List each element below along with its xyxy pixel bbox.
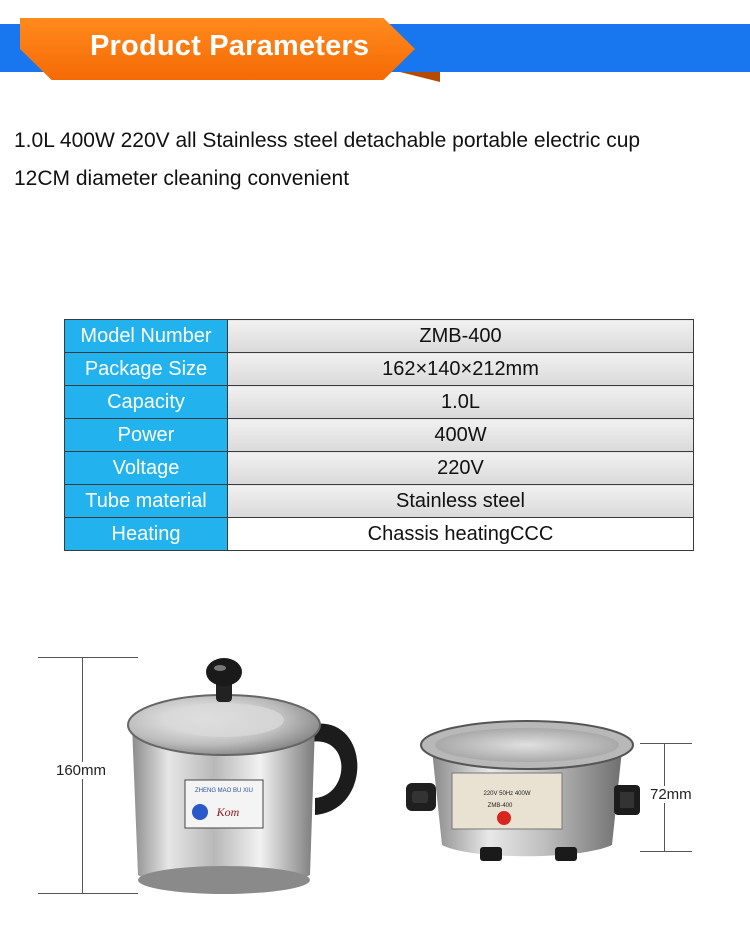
banner-title: Product Parameters bbox=[90, 30, 370, 62]
spec-row-model bbox=[65, 320, 694, 353]
base-model-label: ZMB-400 bbox=[487, 803, 513, 809]
spec-value: 400W bbox=[228, 419, 694, 452]
spec-label: Heating bbox=[65, 518, 228, 551]
spec-label: Model Number bbox=[65, 320, 228, 353]
spec-label: Power bbox=[65, 419, 228, 452]
spec-label: Capacity bbox=[65, 386, 228, 419]
base-spec-label: 220V 50Hz 400W bbox=[483, 791, 531, 797]
cup-height-label: 160mm bbox=[56, 762, 107, 779]
svg-text:Kom: Kom bbox=[216, 805, 240, 819]
spec-label: Package Size bbox=[65, 353, 228, 386]
spec-row-heating bbox=[65, 518, 694, 551]
base-height-label: 72mm bbox=[650, 786, 692, 803]
spec-label: Voltage bbox=[65, 452, 228, 485]
spec-value: 220V bbox=[228, 452, 694, 485]
spec-table bbox=[64, 319, 694, 551]
spec-row-package bbox=[65, 353, 694, 386]
spec-value: 162×140×212mm bbox=[228, 353, 694, 386]
spec-value: ZMB-400 bbox=[228, 320, 694, 353]
description-line-1: 1.0L 400W 220V all Stainless steel detachable portable electric cup bbox=[14, 129, 641, 152]
electric-cup-image bbox=[120, 650, 380, 900]
spec-value: Chassis heatingCCC bbox=[228, 518, 694, 551]
spec-label: Tube material bbox=[65, 485, 228, 518]
description-line-2: 12CM diameter cleaning convenient bbox=[14, 167, 350, 190]
heating-base-image bbox=[400, 715, 650, 875]
cup-brand-label: ZHENG MAO BU XIU bbox=[194, 788, 254, 794]
spec-row-material bbox=[65, 485, 694, 518]
spec-value: 1.0L bbox=[228, 386, 694, 419]
spec-row-power bbox=[65, 419, 694, 452]
spec-row-capacity bbox=[65, 386, 694, 419]
spec-value: Stainless steel bbox=[228, 485, 694, 518]
banner-shadow bbox=[400, 72, 440, 82]
spec-row-voltage bbox=[65, 452, 694, 485]
